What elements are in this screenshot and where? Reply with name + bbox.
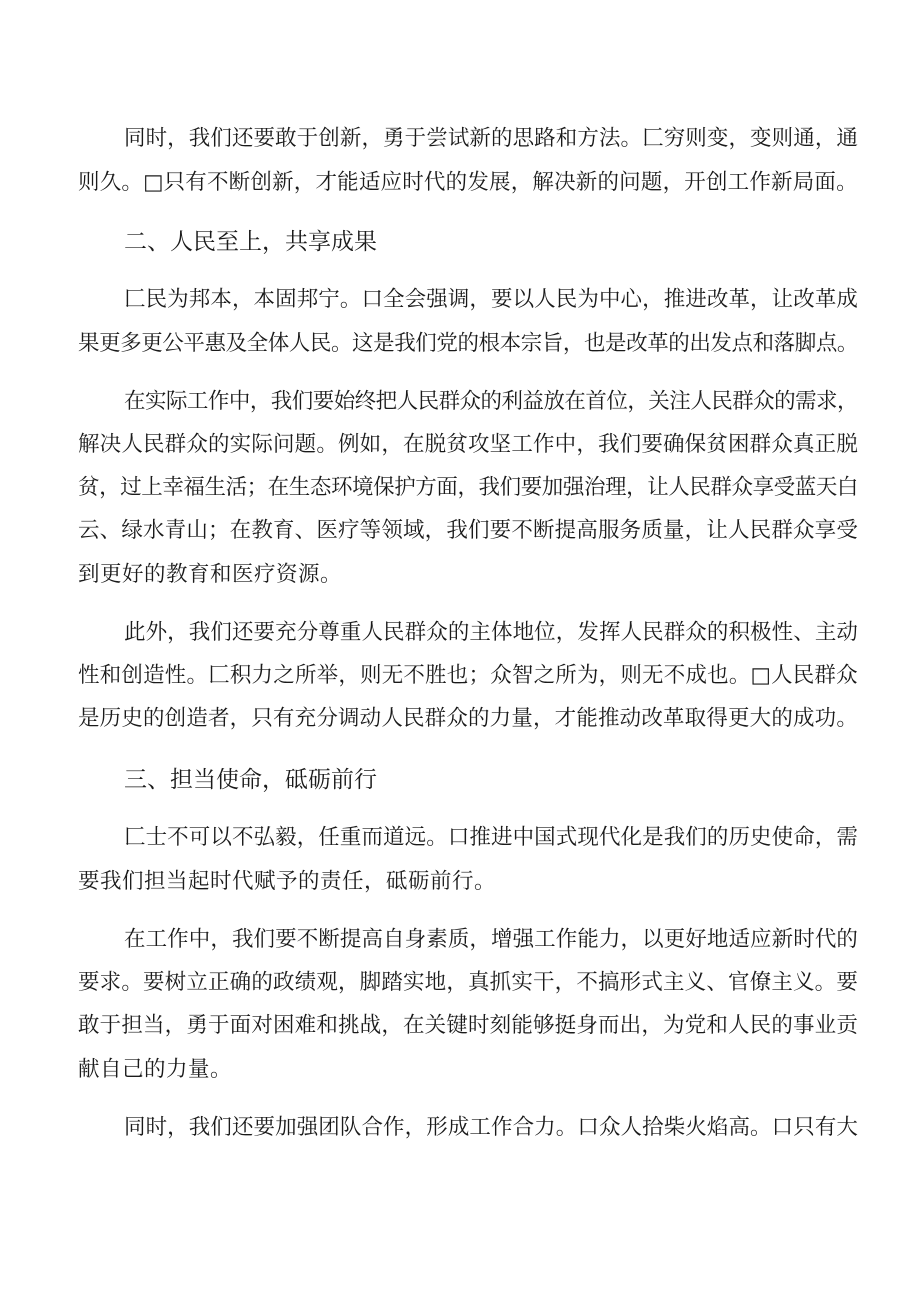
paragraph-line: 同时，我们还要敢于创新，勇于尝试新的思路和方法。匚穷则变，变则通，通 xyxy=(124,126,859,151)
paragraph-line: 此外，我们还要充分尊重人民群众的主体地位，发挥人民群众的积极性、主动 xyxy=(124,620,859,645)
paragraph-line: 匚士不可以不弘毅，任重而道远。口推进中国式现代化是我们的历史使命，需 xyxy=(124,825,859,850)
paragraph-line: 同时，我们还要加强团队合作，形成工作合力。口众人拾柴火焰高。口只有大 xyxy=(124,1115,859,1140)
paragraph-line: 在实际工作中，我们要始终把人民群众的利益放在首位，关注人民群众的需求， xyxy=(124,389,859,414)
paragraph-line: 云、绿水青山；在教育、医疗等领域，我们要不断提高服务质量，让人民群众享受 xyxy=(78,518,859,543)
paragraph-line: 则久。□只有不断创新，才能适应时代的发展，解决新的问题，开创工作新局面。 xyxy=(78,170,858,195)
paragraph-line: 到更好的教育和医疗资源。 xyxy=(78,562,343,587)
paragraph-line: 贫，过上幸福生活；在生态环境保护方面，我们要加强治理，让人民群众享受蓝天白 xyxy=(78,475,859,500)
paragraph-line: 解决人民群众的实际问题。例如，在脱贫攻坚工作中，我们要确保贫困群众真正脱 xyxy=(78,432,859,457)
paragraph-line: 献自己的力量。 xyxy=(78,1057,233,1082)
paragraph-line: 敢于担当，勇于面对困难和挑战，在关键时刻能够挺身而出，为党和人民的事业贡 xyxy=(78,1013,859,1038)
paragraph-line: 在工作中，我们要不断提高自身素质，增强工作能力，以更好地适应新时代的 xyxy=(124,927,859,952)
paragraph-line: 果更多更公平惠及全体人民。这是我们党的根本宗旨，也是改革的出发点和落脚点。 xyxy=(78,331,859,356)
paragraph-line: 要求。要树立正确的政绩观，脚踏实地，真抓实干，不搞形式主义、官僚主义。要 xyxy=(78,970,859,995)
section-heading-3: 三、担当使命，砥砺前行 xyxy=(124,767,377,793)
paragraph-line: 匚民为邦本，本固邦宁。口全会强调，要以人民为中心，推进改革，让改革成 xyxy=(124,287,859,312)
paragraph-line: 要我们担当起时代赋予的责任，砥砺前行。 xyxy=(78,869,497,894)
paragraph-line: 是历史的创造者，只有充分调动人民群众的力量，才能推动改革取得更大的成功。 xyxy=(78,706,859,731)
paragraph-line: 性和创造性。匚积力之所举，则无不胜也；众智之所为，则无不成也。□人民群众 xyxy=(78,663,858,688)
section-heading-2: 二、人民至上，共享成果 xyxy=(124,229,377,255)
